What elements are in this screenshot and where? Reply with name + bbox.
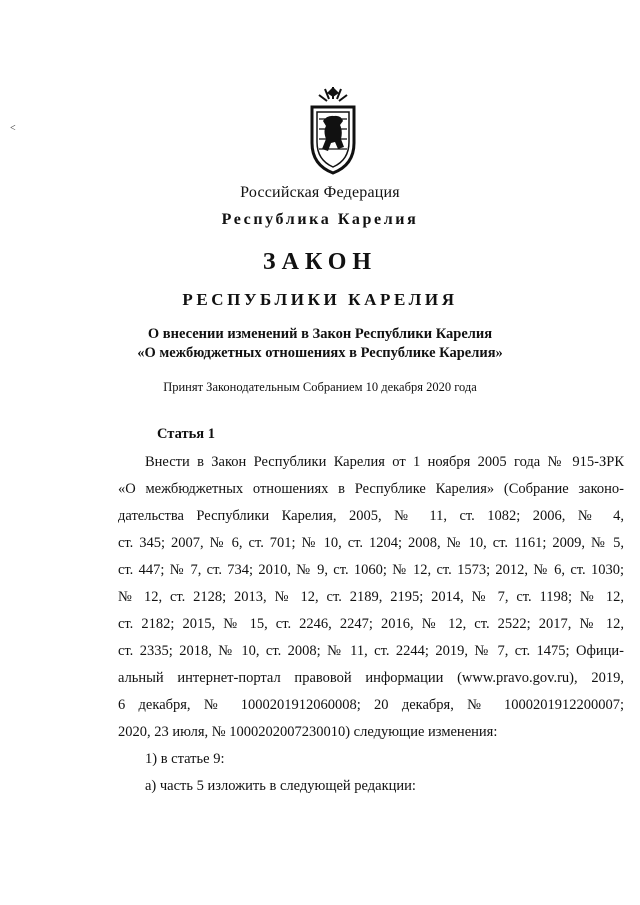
article-line: № 12, ст. 2128; 2013, № 12, ст. 2189, 2195; 2014, № 7, ст. 1198; № 12,	[118, 589, 624, 605]
article-line: 2020, 23 июля, № 1000202007230010) следующие изменения:	[118, 724, 498, 740]
article-line: дательства Республики Карелия, 2005, № 11, ст. 1082; 2006, № 4,	[118, 508, 624, 524]
document-type: ЗАКОН	[262, 249, 378, 275]
country-name: Российская Федерация	[240, 184, 400, 201]
adoption-note: Принят Законодательным Собранием 10 декабря 2020 года	[163, 380, 477, 394]
list-item-1: 1) в статье 9:	[145, 751, 225, 767]
law-title-line-2: «О межбюджетных отношениях в Республике Карелия»	[137, 345, 503, 361]
margin-mark: <	[10, 123, 16, 134]
article-line: альный интернет-портал правовой информации (www.pravo.gov.ru), 2019,	[118, 670, 624, 686]
article-line: Внести в Закон Республики Карелия от 1 ноября 2005 года № 915-ЗРК	[145, 454, 624, 470]
karelia-coat-of-arms-icon	[307, 85, 359, 175]
list-item-1a: а) часть 5 изложить в следующей редакции:	[145, 778, 416, 794]
article-line: ст. 447; № 7, ст. 734; 2010, № 9, ст. 1060; № 12, ст. 1573; 2012, № 6, ст. 1030;	[118, 562, 624, 578]
article-line: 6 декабря, № 1000201912060008; 20 декабря, № 1000201912200007;	[118, 697, 624, 713]
article-line: «О межбюджетных отношениях в Республике Карелия» (Собрание законо-	[118, 481, 624, 497]
article-line: ст. 345; 2007, № 6, ст. 701; № 10, ст. 1204; 2008, № 10, ст. 1161; 2009, № 5,	[118, 535, 624, 551]
law-title-line-1: О внесении изменений в Закон Республики Карелия	[147, 326, 493, 342]
article-line: ст. 2182; 2015, № 15, ст. 2246, 2247; 2016, № 12, ст. 2522; 2017, № 12,	[118, 616, 624, 632]
article-line: ст. 2335; 2018, № 10, ст. 2008; № 11, ст. 2244; 2019, № 7, ст. 1475; Офици-	[118, 643, 624, 659]
document-subject: РЕСПУБЛИКИ КАРЕЛИЯ	[182, 290, 458, 309]
republic-name: Республика Карелия	[221, 211, 419, 228]
article-heading: Статья 1	[157, 426, 215, 442]
